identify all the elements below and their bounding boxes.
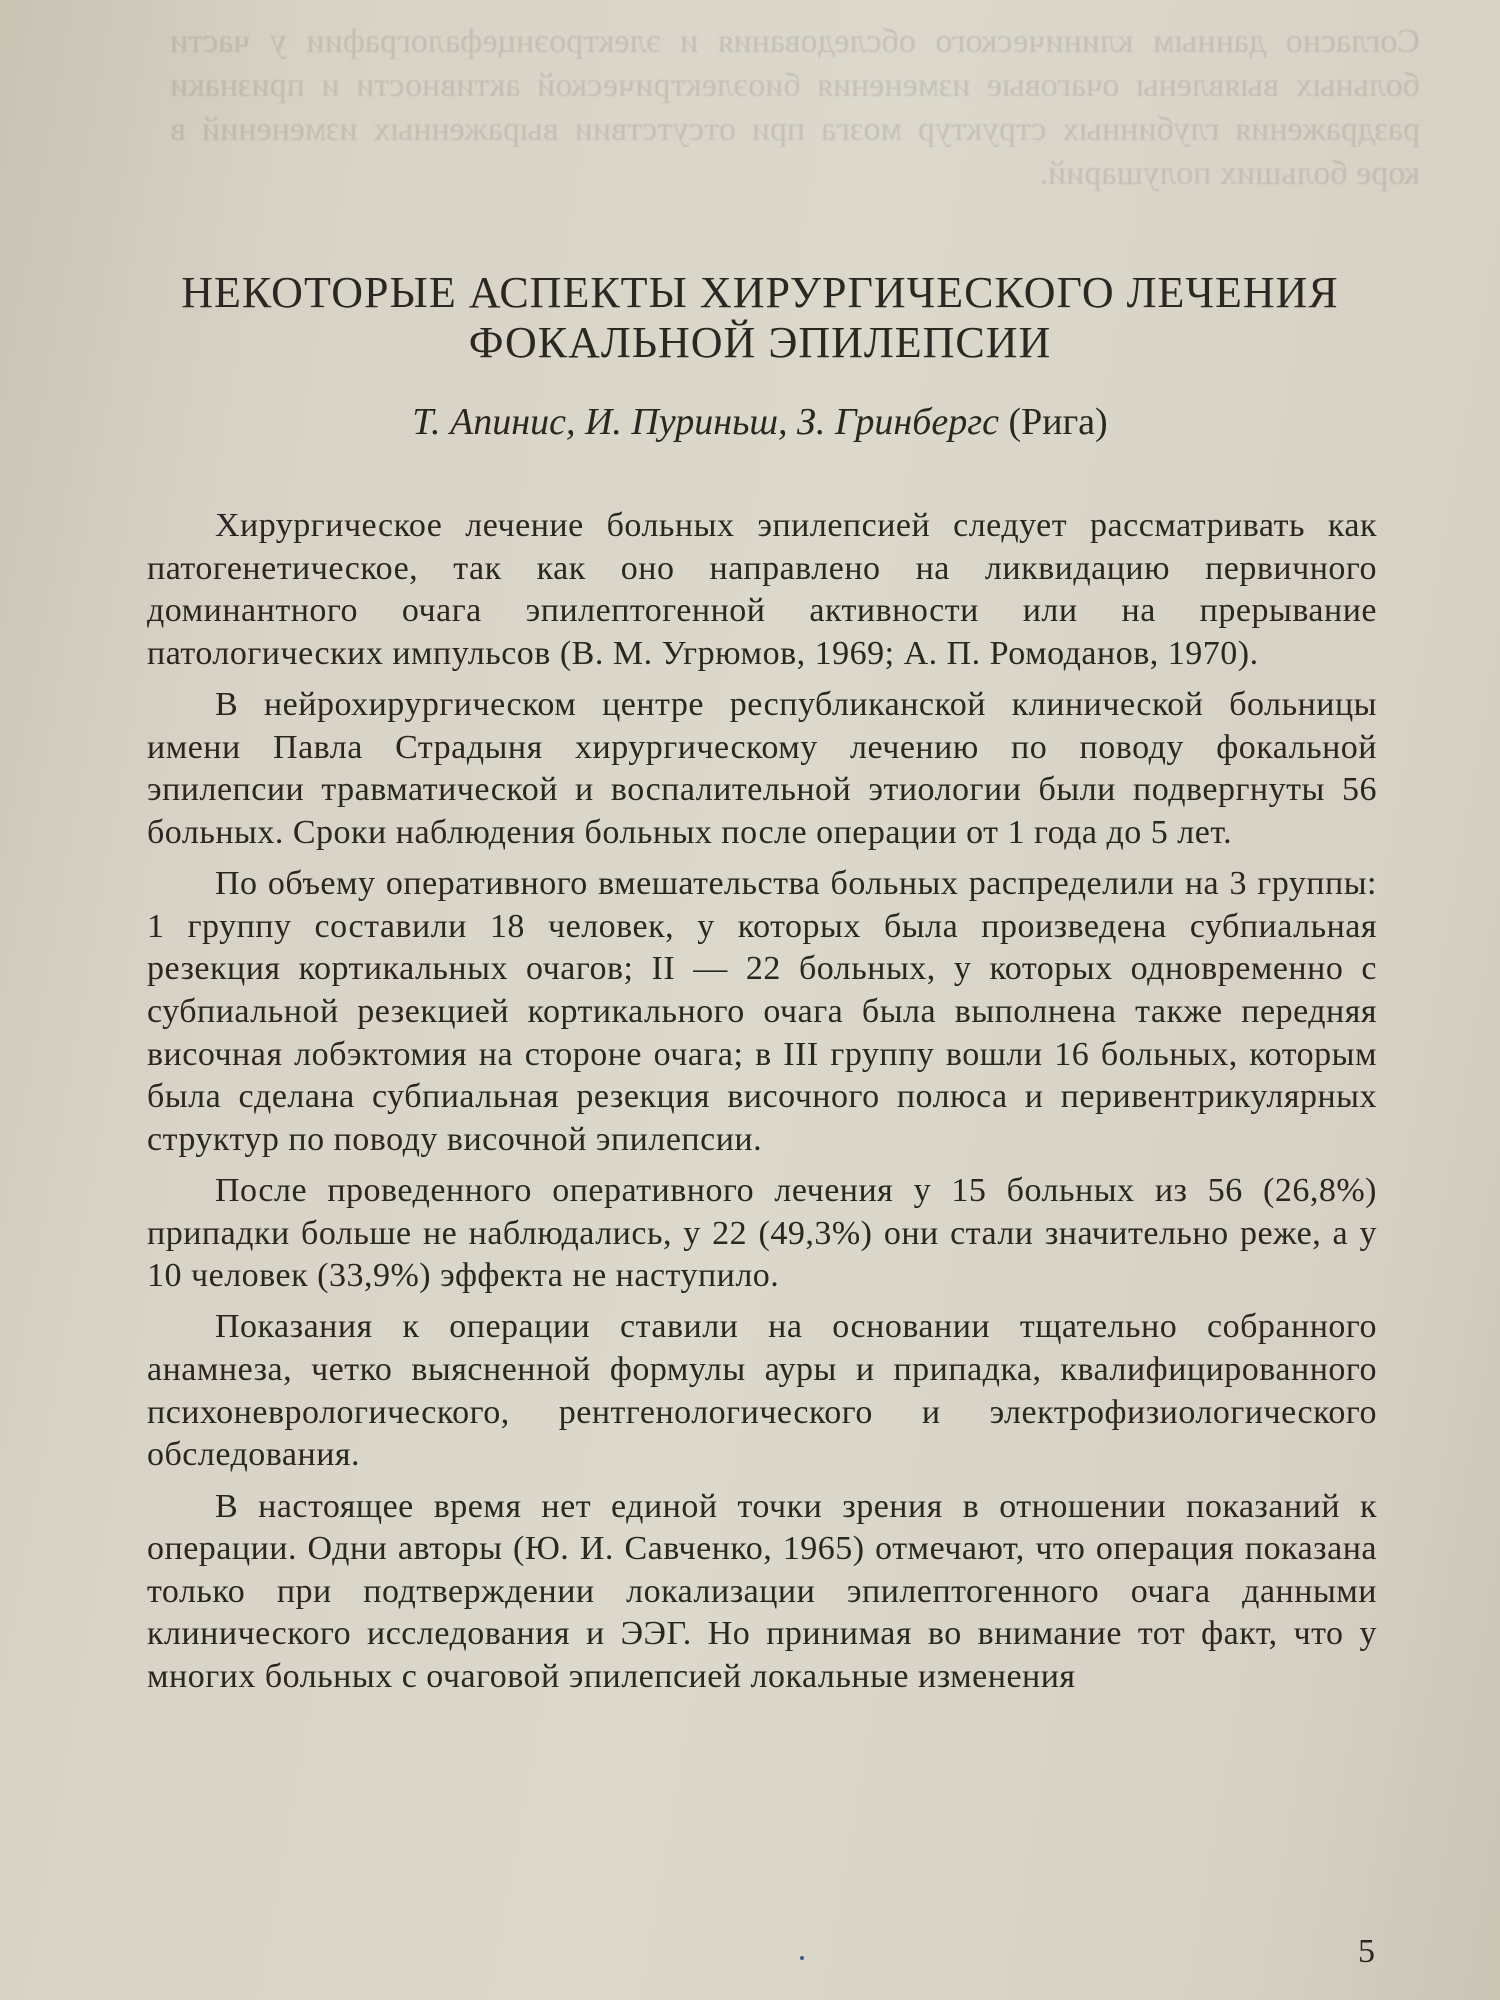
paragraph-5: Показания к операции ставили на основании тщательно собранного анамнеза, четко выясненной формулы ауры и припадка, квалифицированного психоневрологического, рентгенологического и электрофизиологического обследования. bbox=[147, 1308, 1377, 1474]
article-title-line-1: НЕКОТОРЫЕ АСПЕКТЫ ХИРУРГИЧЕСКОГО ЛЕЧЕНИЯ bbox=[181, 268, 1339, 317]
article-authors bbox=[140, 400, 1380, 444]
article-title-line-2: ФОКАЛЬНОЙ ЭПИЛЕПСИИ bbox=[468, 318, 1052, 367]
author-location: (Рига) bbox=[1008, 401, 1108, 443]
paragraph-2: В нейрохирургическом центре республиканской клинической больницы имени Павла Страдыня хирургическому лечению по поводу фокальной эпилепсии травматической и воспалительной этиологии были подвергнуты 56 больных. Сроки наблюдения больных после операции от 1 года до 5 лет. bbox=[147, 686, 1377, 851]
ink-speck bbox=[800, 1956, 804, 1960]
article-body bbox=[147, 505, 1377, 1707]
paragraph-1: Хирургическое лечение больных эпилепсией следует рассматривать как патогенетическое, так как оно направлено на ликвидацию первичного доминантного очага эпилептогенной активности или на прерывание патологических импульсов (В. М. Угрюмов, 1969; А. П. Ромоданов, 1970). bbox=[147, 507, 1377, 672]
bleed-through-text: Согласно данным клинического обследования и электроэнцефалографии у части больных выявлены очаговые изменения биоэлектрической активности и признаки раздражения глубинных структур мозга при отсутствии выраженных изменений в коре больших полушарий. bbox=[170, 23, 1420, 192]
article-title bbox=[140, 268, 1380, 368]
page-number: 5 bbox=[1358, 1933, 1375, 1970]
paragraph-6: В настоящее время нет единой точки зрения в отношении показаний к операции. Одни авторы (Ю. И. Савченко, 1965) отмечают, что операция показана только при подтверждении локализации эпилептогенного очага данными клинического исследования и ЭЭГ. Но принимая во внимание тот факт, что у многих больных с очаговой эпилепсией локальные изменения bbox=[147, 1487, 1377, 1695]
paragraph-4: После проведенного оперативного лечения у 15 больных из 56 (26,8%) припадки больше не наблюдались, у 22 (49,3%) они стали значительно реже, а у 10 человек (33,9%) эффекта не наступило. bbox=[147, 1171, 1377, 1295]
paragraph-3: По объему оперативного вмешательства больных распределили на 3 группы: 1 группу составили 18 человек, у которых была произведена субпиальная резекция кортикальных очагов; II — 22 больных, у которых одновременно с субпиальной резекцией кортикального очага была выполнена также передняя височная лобэктомия на стороне очага; в III группу вошли 16 больных, которым была сделана субпиальная резекция височного полюса и перивентрикулярных структур по поводу височной эпилепсии. bbox=[147, 865, 1377, 1158]
author-names: Т. Апинис, И. Пуриньш, З. Гринбергс bbox=[412, 401, 999, 443]
